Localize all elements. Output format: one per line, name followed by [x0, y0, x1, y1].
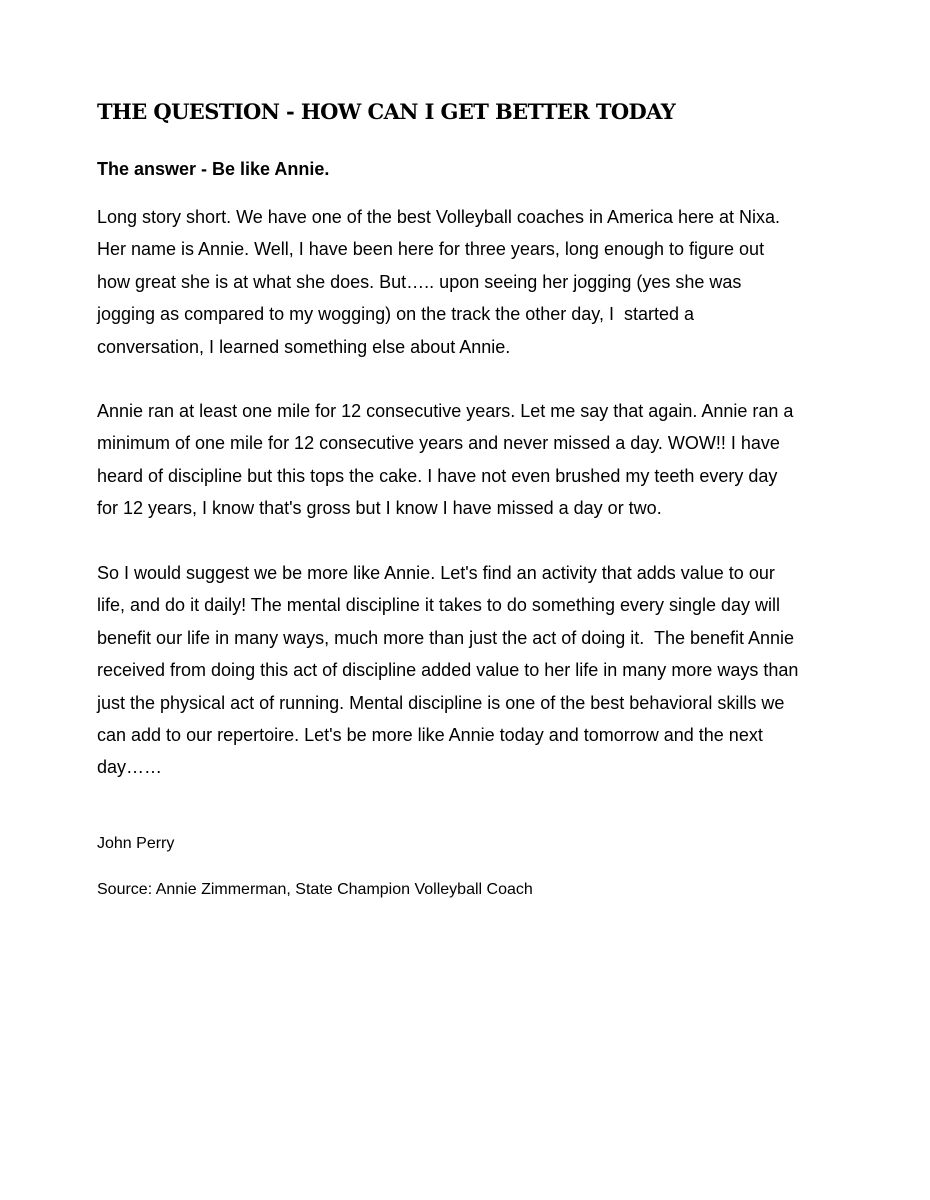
- paragraph-line: day……: [97, 757, 163, 778]
- paragraph-line: minimum of one mile for 12 consecutive years and never missed a day. WOW!! I have: [97, 433, 780, 454]
- paragraph-line: Long story short. We have one of the best Volleyball coaches in America here at Nixa.: [97, 207, 781, 227]
- paragraph-line: So I would suggest we be more like Annie. Let's find an activity that adds value to our: [97, 563, 775, 583]
- paragraph-line: Annie ran at least one mile for 12 consecutive years. Let me say that again. Annie ran a: [97, 401, 794, 421]
- paragraph-line: just the physical act of running. Mental discipline is one of the best behavioral skills we: [97, 692, 785, 713]
- source-credit: Source: Annie Zimmerman, State Champion Volleyball Coach: [97, 881, 533, 898]
- paragraph-line: Her name is Annie. Well, I have been here for three years, long enough to figure out: [97, 239, 765, 260]
- document-body: [97, 98, 837, 898]
- paragraph-3: [97, 557, 837, 784]
- paragraph-2: [97, 395, 837, 525]
- paragraph-line: for 12 years, I know that's gross but I know I have missed a day or two.: [97, 498, 662, 519]
- paragraph-line: heard of discipline but this tops the cake. I have not even brushed my teeth every day: [97, 465, 778, 486]
- document-subtitle: The answer - Be like Annie.: [97, 159, 330, 179]
- paragraph-line: conversation, I learned something else about Annie.: [97, 336, 511, 357]
- paragraph-line: jogging as compared to my wogging) on the track the other day, I started a: [97, 304, 694, 325]
- paragraph-line: how great she is at what she does. But….. upon seeing her jogging (yes she was: [97, 271, 742, 292]
- paragraph-line: life, and do it daily! The mental discipline it takes to do something every single day will: [97, 595, 781, 616]
- paragraph-line: received from doing this act of discipline added value to her life in many more ways than: [97, 660, 799, 681]
- paragraph-line: can add to our repertoire. Let's be more like Annie today and tomorrow and the next: [97, 725, 763, 746]
- paragraph-line: benefit our life in many ways, much more than just the act of doing it. The benefit Annie: [97, 627, 795, 648]
- paragraph-1: [97, 201, 837, 363]
- document-title: THE QUESTION - HOW CAN I GET BETTER TODAY: [97, 99, 676, 124]
- author-name: John Perry: [97, 835, 175, 852]
